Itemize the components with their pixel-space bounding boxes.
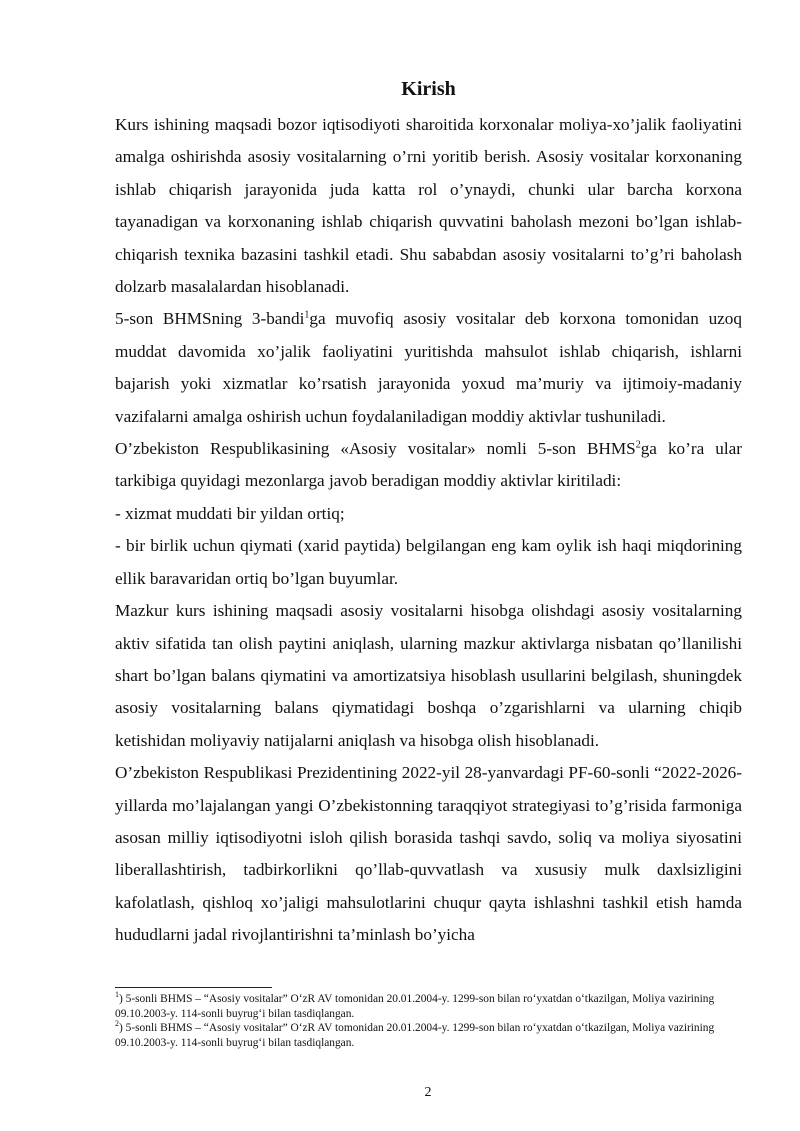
footnote-mark: 2 xyxy=(115,1019,119,1029)
footnote-text: ) 5-sonli BHMS – “Asosiy vositalar” O‘zR AV tomonidan 20.01.2004-y. 1299-son bilan ro‘yxatdan o‘tkazilgan, Moliya vazirining 09.10.2003-y. 114-sonli buyrug‘i bilan tasdiqlangan. xyxy=(115,1022,715,1049)
page-title: Kirish xyxy=(401,78,456,100)
paragraph-definition-start: 5-son BHMSning 3-bandi xyxy=(115,309,305,329)
paragraph-definition xyxy=(115,303,742,433)
paragraph-decree: O’zbekiston Respublikasi Prezidentining 2022-yil 28-yanvardagi PF-60-sonli “2022-2026-yillarda mo’lajalangan yangi O’zbekistonning taraqqiyot strategiyasi to’g’risida farmoniga asosan milliy iqtisodiyotni isloh qilish borasida tashqi savdo, soliq va moliya siyosatini liberallashtirish, tadbirkorlikni qo’llab-quvvatlash va xususiy mulk daxlsizligini kafolatlash, qishloq xo’jaligi mahsulotlarini chuqur qayta ishlashni tashkil etish hamda hududlarni jadal rivojlantirishni ta’minlash bo’yicha xyxy=(115,763,742,945)
footnote-ref-1: 1 xyxy=(304,309,310,321)
footnote-separator xyxy=(115,987,272,988)
footnotes xyxy=(115,992,742,1050)
paragraph-criteria xyxy=(115,433,742,498)
paragraph-goal: Mazkur kurs ishining maqsadi asosiy vositalarni hisobga olishdagi asosiy vositalarning aktiv sifatida tan olish paytini aniqlash, ularning mazkur aktivlarga nisbatan qo’llanilishi shart bo’lgan balans qiymatini va amortizatsiya hisoblash usullarini belgilash, shuningdek asosiy vositalarning balans qiymatidagi boshqa o’zgarishlarni va ularning chiqib ketishidan moliyaviy natijalarni aniqlash va hisobga olish hisoblanadi. xyxy=(115,601,742,750)
page-number: 2 xyxy=(424,1085,432,1100)
paragraph-definition-end: ga muvofiq asosiy vositalar deb korxona tomonidan uzoq muddat davomida xo’jalik faoliyatini yuritishda mahsulot ishlab chiqarish, ishlarni bajarish yoki xizmatlar ko’rsatish jarayonida yoxud ma’muriy va ijtimoiy-madaniy vazifalarni amalga oshirish uchun foydalaniladigan moddiy aktivlar tushuniladi. xyxy=(115,309,742,426)
footnote-ref-2: 2 xyxy=(635,439,641,451)
paragraph-purpose: Kurs ishining maqsadi bozor iqtisodiyoti sharoitida korxonalar moliya-xo’jalik faoliyatini amalga oshirishda asosiy vositalarning o’rni yoritib berish. Asosiy vositalar korxonaning ishlab chiqarish jarayonida juda katta rol o’ynaydi, chunki ular barcha korxona tayanadigan va korxonaning ishlab chiqarish quvvatini baholash mezoni bo’lgan ishlab-chiqarish texnika bazasini tashkil etadi. Shu sababdan asosiy vositalarni to’g’ri baholash dolzarb masalalardan hisoblanadi. xyxy=(115,115,742,297)
footnote-mark: 1 xyxy=(115,990,119,1000)
list-item: - bir birlik uchun qiymati (xarid paytida) belgilangan eng kam oylik ish haqi miqdorining ellik baravaridan ortiq bo’lgan buyumlar. xyxy=(115,536,742,588)
footnote xyxy=(115,1021,742,1050)
footnote xyxy=(115,992,742,1021)
paragraph-criteria-start: O’zbekiston Respublikasining «Asosiy vositalar» nomli 5-son BHMS xyxy=(115,439,636,459)
paragraph-criteria-end: ga ko’ra ular tarkibiga quyidagi mezonlarga javob beradigan moddiy aktivlar kiritiladi: xyxy=(115,439,742,491)
body-text xyxy=(115,109,742,952)
list-item: - xizmat muddati bir yildan ortiq; xyxy=(115,503,345,523)
footnote-text: ) 5-sonli BHMS – “Asosiy vositalar” O‘zR AV tomonidan 20.01.2004-y. 1299-son bilan ro‘yxatdan o‘tkazilgan, Moliya vazirining 09.10.2003-y. 114-sonli buyrug‘i bilan tasdiqlangan. xyxy=(115,993,715,1020)
